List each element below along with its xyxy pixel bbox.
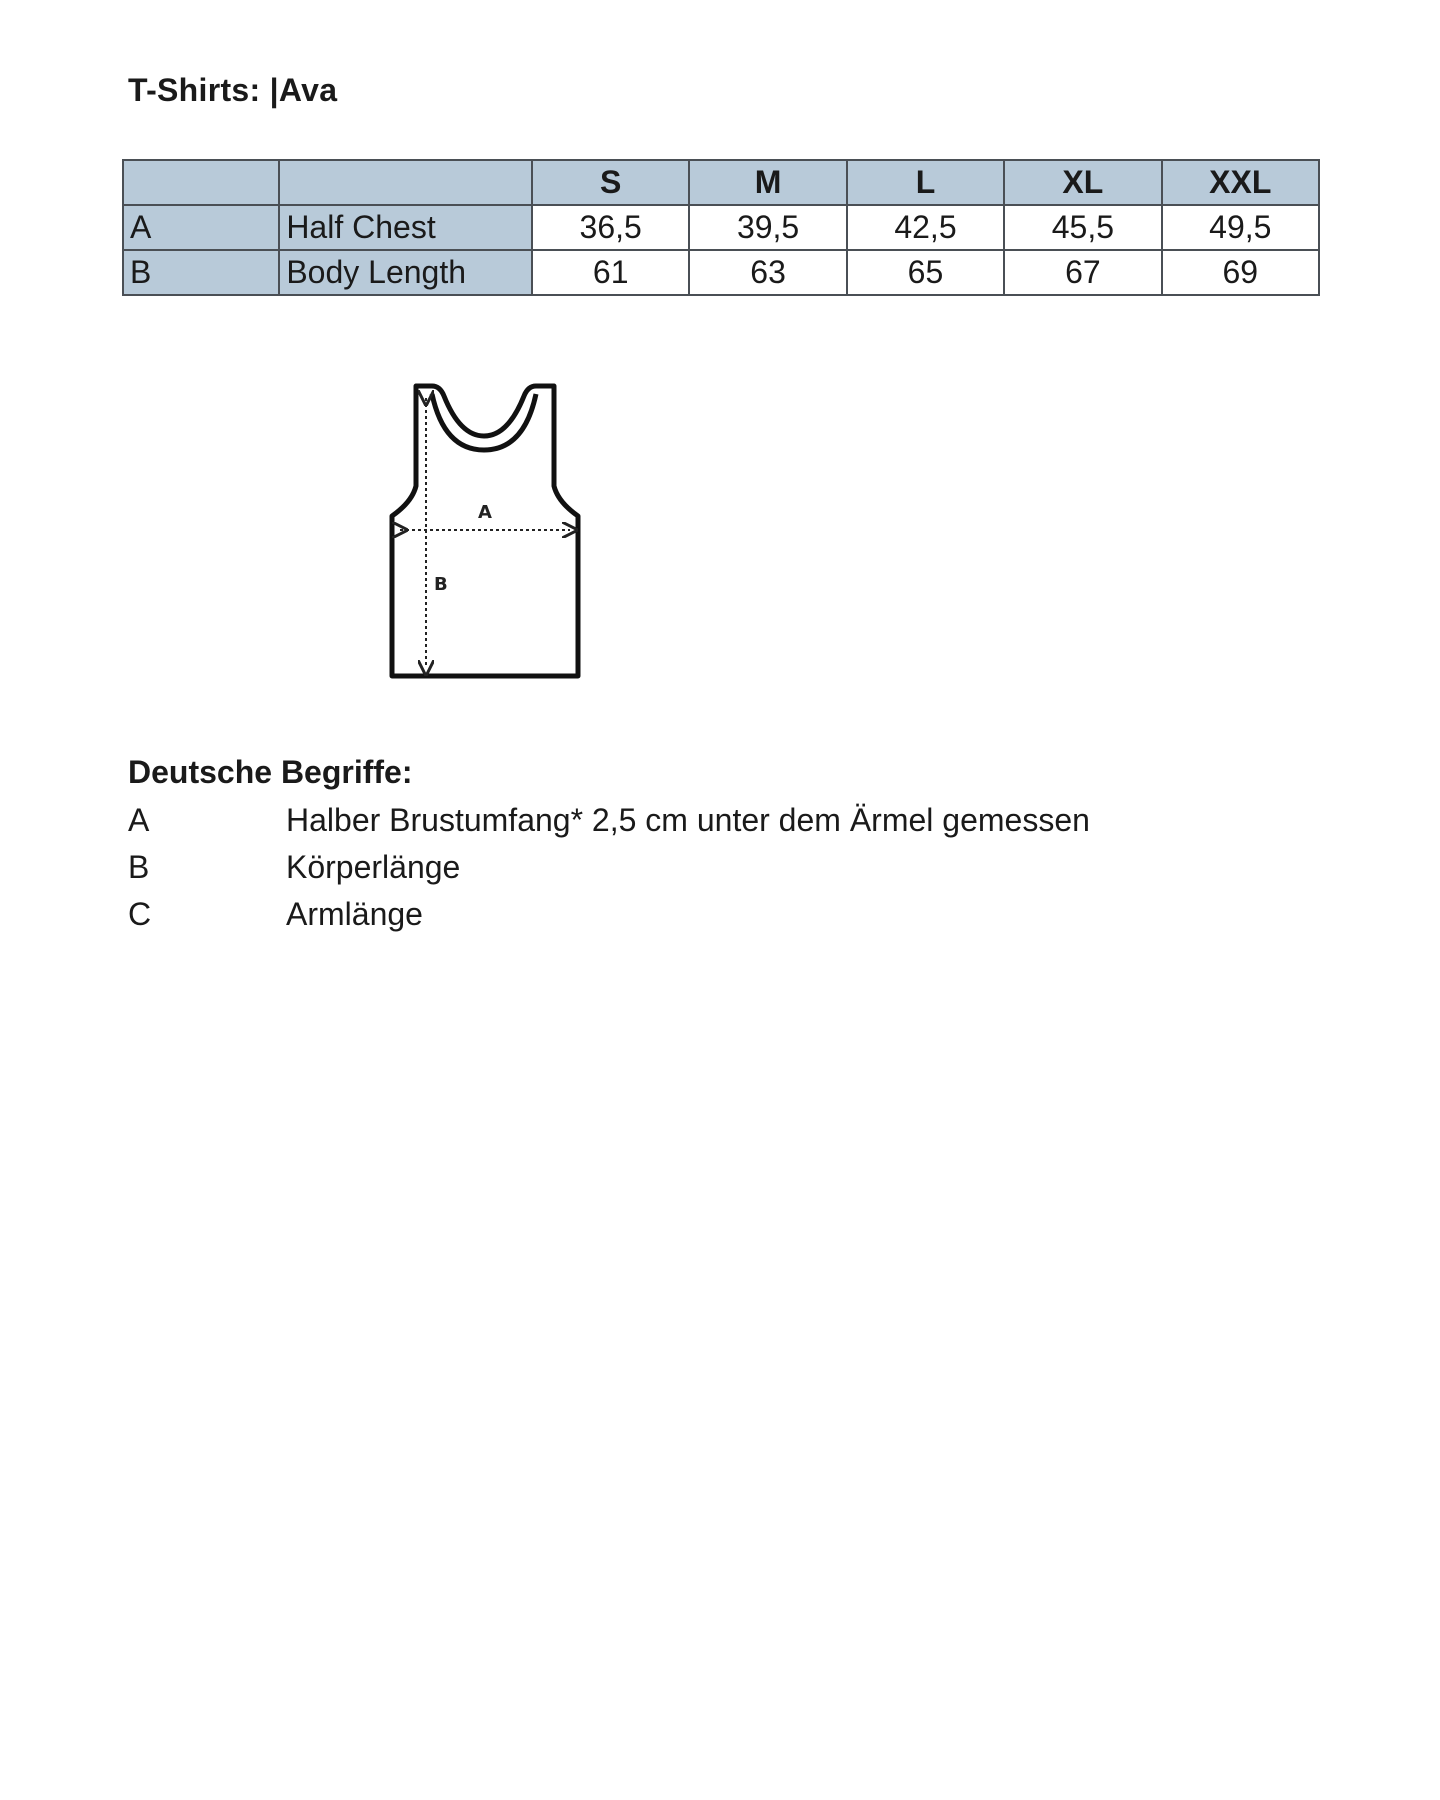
page-title: T-Shirts: |Ava bbox=[128, 72, 338, 108]
header-cell-size-l: L bbox=[847, 160, 1004, 205]
header-cell-size-xl: XL bbox=[1004, 160, 1161, 205]
table-cell: 49,5 bbox=[1162, 205, 1319, 250]
label-b: B bbox=[434, 574, 448, 595]
table-row bbox=[123, 250, 1319, 295]
header-cell-key bbox=[123, 160, 279, 205]
tank-top-diagram bbox=[380, 378, 590, 688]
list-item bbox=[128, 844, 1090, 891]
row-label: Body Length bbox=[279, 250, 532, 295]
table-header-row bbox=[123, 160, 1319, 205]
table-cell: 45,5 bbox=[1004, 205, 1161, 250]
header-cell-size-xxl: XXL bbox=[1162, 160, 1319, 205]
header-cell-size-m: M bbox=[689, 160, 846, 205]
table-cell: 63 bbox=[689, 250, 846, 295]
list-item bbox=[128, 797, 1090, 844]
legend-text: Körperlänge bbox=[286, 849, 461, 885]
list-item bbox=[128, 891, 1090, 938]
legend-text: Halber Brustumfang* 2,5 cm unter dem Ärmel gemessen bbox=[286, 802, 1090, 838]
row-key: A bbox=[123, 205, 279, 250]
table-cell: 36,5 bbox=[532, 205, 689, 250]
table-cell: 67 bbox=[1004, 250, 1161, 295]
table-cell: 39,5 bbox=[689, 205, 846, 250]
table-row bbox=[123, 205, 1319, 250]
legend-key: B bbox=[128, 849, 150, 885]
table-cell: 69 bbox=[1162, 250, 1319, 295]
legend-key: A bbox=[128, 802, 150, 838]
header-cell-label bbox=[279, 160, 532, 205]
size-table bbox=[122, 159, 1320, 296]
legend bbox=[128, 754, 1090, 938]
legend-text: Armlänge bbox=[286, 896, 423, 932]
row-label: Half Chest bbox=[279, 205, 532, 250]
header-cell-size-s: S bbox=[532, 160, 689, 205]
table-cell: 65 bbox=[847, 250, 1004, 295]
row-key: B bbox=[123, 250, 279, 295]
legend-key: C bbox=[128, 896, 152, 932]
table-cell: 42,5 bbox=[847, 205, 1004, 250]
table-cell: 61 bbox=[532, 250, 689, 295]
label-a: A bbox=[478, 502, 492, 523]
legend-heading: Deutsche Begriffe: bbox=[128, 754, 413, 790]
